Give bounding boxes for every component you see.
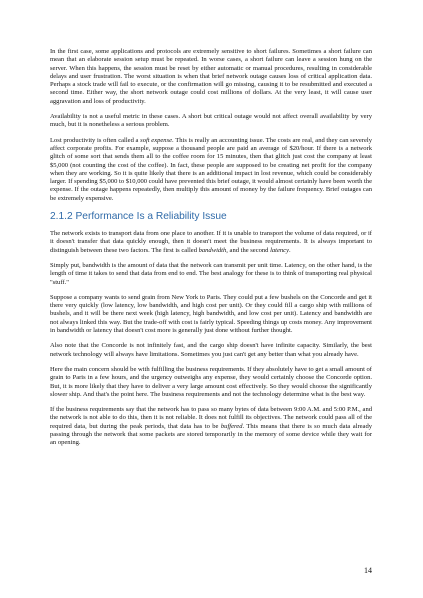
section-paragraphs [50,230,372,448]
page-content [50,48,372,455]
paragraph-text: The network exists to transport data from one place to another. If it is unable to transport the volume of data required, or if it doesn't transfer that data quickly enough, then it doesn't meet the business requirements. It is always important to distinguish between these two factors. The first is called [50,230,372,254]
paragraph-text: Suppose a company wants to send grain from New York to Paris. They could put a few bushels on the Concorde and get it there very quickly (low latency, low bandwidth, and high cost per unit). Or they could fill a cargo ship with millions of bushels, and it will be there next week (high latency, high bandwidth, and low cost per unit). Latency and bandwidth are not always linked this way. But the trade-off with cost is fairly typical. Speeding things up costs money. Any improvement in bandwidth or latency that doesn't cost more is generally just done without further thought. [50,293,372,335]
emphasized-term: latency [270,246,289,254]
body-paragraph [50,294,372,335]
emphasized-term: bandwidth [198,246,227,254]
paragraph-text: If the business requirements say that the network has to pass so many bytes of data between 9:00 A.M. and 5:00 P.M., and the network is not able to do this, then it is not reliable. It does not fulfill its objectives. The network could pass all of the required data, but during the peak periods, that data has to be [50,406,372,430]
body-paragraph [50,342,372,359]
paragraph-text: . This is really an accounting issue. The costs are real, and they can severely affect corporate profits. For example, suppose a thousand people are paid an average of $20/hour. If there is a network glitch of some sort that sends them all to the coffee room for 15 minutes, then that glitch just cost the company at least $5,000 (not counting the cost of the coffee). In fact, these people are supposed to be creating net profit for the company when they are working. So it is quite likely that there is an additional impact in lost revenue, which could be considerably larger. If spending $5,000 to $10,000 could have prevented this brief outage, it would almost certainly have been worth the expense. If the outage happens repeatedly, then multiply this amount of money by the failure frequency. Brief outages can be extremely expensive. [50,136,372,202]
paragraph-text: Simply put, bandwidth is the amount of data that the network can transmit per unit time. Latency, on the other hand, is the length of time it takes to send that data from end to end. The best analogy for these is to think of transporting real physical "stuff." [50,261,372,286]
body-paragraph [50,230,372,255]
emphasized-term: soft expense [140,136,173,144]
paragraph-text: Lost productivity is often called a [50,136,141,144]
section-heading: 2.1.2 Performance Is a Reliability Issue [50,211,227,223]
body-paragraph [50,366,372,399]
page-number: 14 [364,566,372,575]
paragraph-text: Availability is not a useful metric in these cases. A short but critical outage would not affect overall availability by very much, but it is nonetheless a serious problem. [50,113,372,129]
paragraph-text: Also note that the Concorde is not infinitely fast, and the cargo ship doesn't have infinite capacity. Similarly, the best network technology will always have limitations. Sometimes you just can't get any better than what you already have. [50,342,372,358]
body-paragraph [50,113,372,130]
body-paragraph [50,262,372,287]
paragraph-text: Here the main concern should be with fulfilling the business requirements. If they absolutely have to get a small amount of grain to Paris in a few hours, and the urgency outweighs any expense, they would certainly choose the Concorde option. But, it is more likely that they have to deliver a very large amount cost effectively. So they would choose the significantly slower ship. And that's the point here. The business requirements and not the technology determine what is the best way. [50,365,372,398]
intro-paragraphs [50,48,372,203]
body-paragraph [50,137,372,203]
body-paragraph [50,406,372,447]
paragraph-text: In the first case, some applications and protocols are extremely sensitive to short failures. Sometimes a short failure can mean that an elaborate session setup must be repeated. In worse cases, a short failure can leave a session hung on the server. When this happens, the session must be reset by either automatic or manual procedures, resulting in considerable delays and user frustration. The worst situation is when that brief network outage causes loss of critical application data. Perhaps a stock trade will fail to execute, or the confirmation will go missing, causing it to be resubmitted and executed a second time. Either way, the short network outage could cost millions of dollars. At the very least, it will cause user aggravation and loss of productivity. [50,48,372,105]
paragraph-text: , and the second [226,246,271,254]
paragraph-text: . [289,246,291,254]
body-paragraph [50,48,372,106]
emphasized-term: buffered [220,422,243,430]
paragraph-text: . This means that there is so much data already passing through the network that some packets are stored temporarily in the memory of some device while they wait for an opening. [50,422,372,447]
